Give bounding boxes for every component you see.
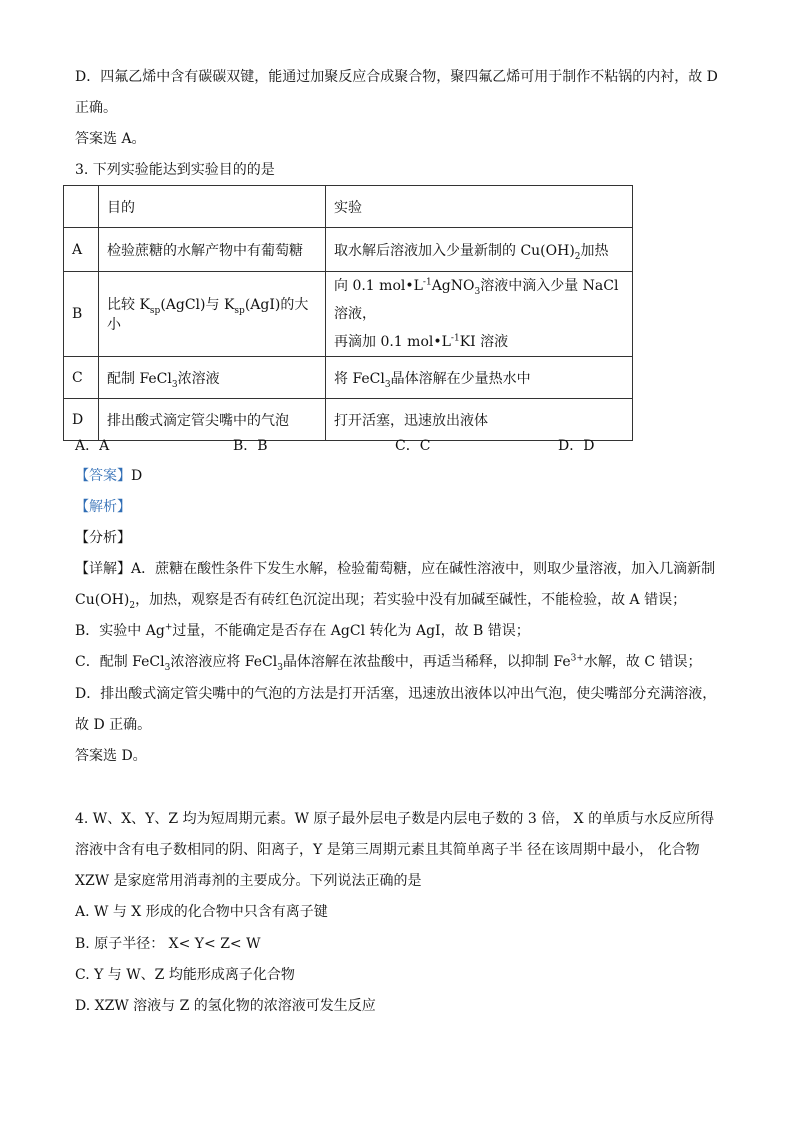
answer-tag: 【答案】 (75, 468, 131, 484)
row-experiment: 向 0.1 $mol•L^{-1}AgNO_3$溶液中滴入少量 NaCl 溶液， 再滴加 0.1 $mol•L^{-1}KI$ 溶液 (326, 272, 633, 357)
q4-option-c: C. Y 与 W、Z 均能形成离子化合物 (75, 967, 295, 983)
detail-line-3: B．实验中 Ag+过量，不能确定是否存在 AgCl 转化为 AgI，故 B 错误； (75, 622, 530, 639)
row-key: A (64, 228, 99, 272)
answer-value: D (131, 468, 143, 484)
option-c: C．C (395, 438, 431, 454)
q3-stem: 3. 下列实验能达到实验目的的是 (75, 162, 275, 178)
row-key: C (64, 357, 99, 399)
fenxi-tag: 【分析】 (75, 530, 131, 546)
header-experiment: 实验 (326, 186, 633, 228)
option-d: D．D (558, 438, 595, 454)
row-purpose: 检验蔗糖的水解产物中有葡萄糖 (99, 228, 326, 272)
detail-line-5: D．排出酸式滴定管尖嘴中的气泡的方法是打开活塞，迅速放出液体以冲出气泡，使尖嘴部分充满溶液， (75, 686, 717, 702)
table-row (64, 228, 633, 272)
detail-line-6: 故 D 正确。 (75, 717, 152, 733)
q4-stem-line3: XZW 是家庭常用消毒剂的主要成分。下列说法正确的是 (75, 873, 422, 889)
analysis-tag: 【解析】 (75, 499, 131, 515)
row-purpose: 比较 $K_{sp}(AgCl)$与 $K_{sp}(AgI)$的大小 (99, 272, 326, 357)
option-a: A．A (75, 438, 110, 454)
table-corner-cell (64, 186, 99, 228)
table-row (64, 357, 633, 399)
table-row (64, 272, 633, 357)
q3-answer: 答案选 D。 (75, 748, 147, 764)
q4-stem-line1: 4. W、X、Y、Z 均为短周期元素。W 原子最外层电子数是内层电子数的 3 倍， X 的单质与水反应所得 (75, 811, 715, 827)
q4-option-b: B. 原子半径： X< Y< Z< W (75, 936, 261, 952)
row-purpose: 排出酸式滴定管尖嘴中的气泡 (99, 399, 326, 441)
detail-line-2: $Cu(OH)_2$，加热，观察是否有砖红色沉淀出现；若实验中没有加碱至碱性，不能检验，故 A 错误； (75, 592, 687, 611)
prev-answer: 答案选 A。 (75, 131, 146, 147)
row-key: B (64, 272, 99, 357)
q4-option-a: A. W 与 X 形成的化合物中只含有离子键 (75, 904, 328, 920)
row-purpose: 配制 FeCl$_3$浓溶液 (99, 357, 326, 399)
detail-line-4: C．配制 FeCl$_3$浓溶液应将 FeCl$_3$晶体溶解在浓盐酸中，再适当稀释，以抑制 $Fe^{3+}$水解，故 C 错误； (75, 653, 702, 673)
detail-line-1: 【详解】A．蔗糖在酸性条件下发生水解，检验葡萄糖，应在碱性溶液中，则取少量溶液，加入几滴新制 (75, 561, 716, 577)
table-header-row (64, 186, 633, 228)
row-experiment: 打开活塞，迅速放出液体 (326, 399, 633, 441)
header-purpose: 目的 (99, 186, 326, 228)
q4-option-d: D. XZW 溶液与 Z 的氢化物的浓溶液可发生反应 (75, 998, 376, 1014)
q3-options (75, 435, 635, 455)
answer-line (75, 466, 142, 486)
option-b: B．B (233, 438, 268, 454)
q3-table (63, 185, 633, 441)
q4-stem-line2: 溶液中含有电子数相同的阴、阳离子，Y 是第三周期元素且其简单离子半 径在该周期中最小， 化合物 (75, 842, 700, 858)
row-key: D (64, 399, 99, 441)
detail-tag: 【详解】 (75, 561, 131, 577)
row-experiment: 将 FeCl$_3$晶体溶解在少量热水中 (326, 357, 633, 399)
row-experiment: 取水解后溶液加入少量新制的 $Cu(OH)_2$加热 (326, 228, 633, 272)
prev-d-line1: D．四氟乙烯中含有碳碳双键，能通过加聚反应合成聚合物，聚四氟乙烯可用于制作不粘锅的内衬，故 D (75, 69, 718, 85)
prev-d-line2: 正确。 (75, 100, 117, 116)
